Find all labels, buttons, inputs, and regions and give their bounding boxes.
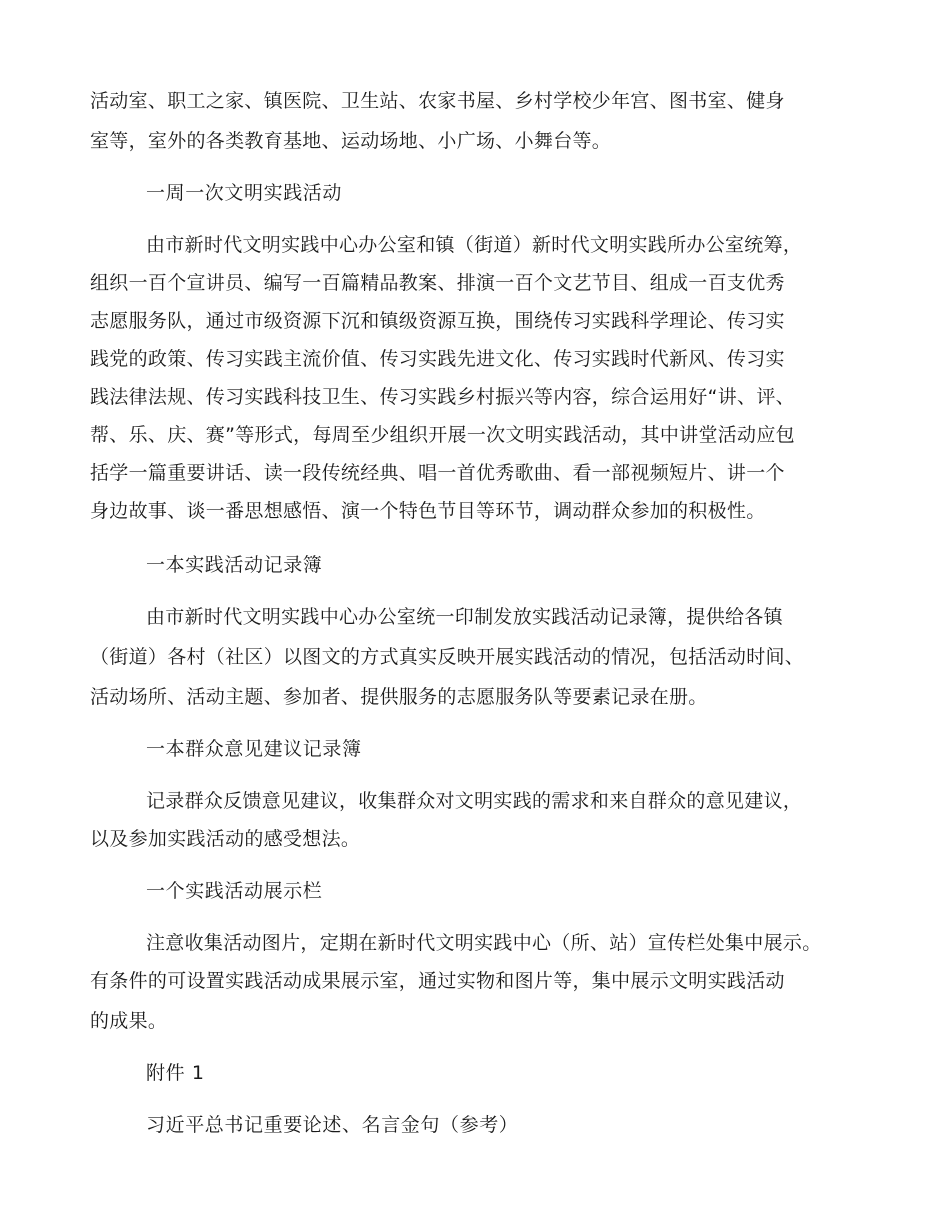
attachment-title: 习近平总书记重要论述、名言金句（参考） (146, 1114, 519, 1136)
text-line-14: （街道）各村（社区）以图文的方式真实反映开展实践活动的情况，包括活动时间、 (90, 646, 805, 668)
text-line-9: 帮、乐、庆、赛”等形式，每周至少组织开展一次文明实践活动，其中讲堂活动应包 (90, 424, 795, 446)
text-line-2: 室等，室外的各类教育基地、运动场地、小广场、小舞台等。 (90, 130, 612, 152)
text-line-7: 践党的政策、传习实践主流价值、传习实践先进文化、传习实践时代新风、传习实 (90, 348, 785, 370)
section-heading-activity-record-book: 一本实践活动记录簿 (146, 554, 323, 576)
attachment-label: 附件 1 (146, 1062, 205, 1084)
text-line-6: 志愿服务队，通过市级资源下沉和镇级资源互换，围绕传习实践科学理论、传习实 (90, 310, 785, 332)
text-line-18: 以及参加实践活动的感受想法。 (90, 828, 361, 850)
text-line-11: 身边故事、谈一番思想感悟、演一个特色节目等环节，调动群众参加的积极性。 (90, 500, 766, 522)
text-line-1: 活动室、职工之家、镇医院、卫生站、农家书屋、乡村学校少年宫、图书室、健身 (90, 90, 785, 112)
section-heading-opinion-record-book: 一本群众意见建议记录簿 (146, 738, 362, 760)
text-line-4: 由市新时代文明实践中心办公室和镇（街道）新时代文明实践所办公室统筹， (146, 234, 803, 256)
section-heading-weekly-activity: 一周一次文明实践活动 (146, 182, 343, 204)
text-line-22: 的成果。 (90, 1010, 168, 1032)
text-line-21: 有条件的可设置实践活动成果展示室，通过实物和图片等，集中展示文明实践活动 (90, 970, 785, 992)
section-heading-display-board: 一个实践活动展示栏 (146, 880, 323, 902)
text-line-17: 记录群众反馈意见建议，收集群众对文明实践的需求和来自群众的意见建议， (146, 790, 803, 812)
text-line-10: 括学一篇重要讲话、读一段传统经典、唱一首优秀歌曲、看一部视频短片、讲一个 (90, 462, 785, 484)
text-line-15: 活动场所、活动主题、参加者、提供服务的志愿服务队等要素记录在册。 (90, 686, 708, 708)
text-line-8: 践法律法规、传习实践科技卫生、传习实践乡村振兴等内容，综合运用好“讲、评、 (90, 386, 795, 408)
text-line-13: 由市新时代文明实践中心办公室统一印制发放实践活动记录簿，提供给各镇 (146, 606, 783, 628)
text-line-20: 注意收集活动图片，定期在新时代文明实践中心（所、站）宣传栏处集中展示。 (146, 932, 822, 954)
text-line-5: 组织一百个宣讲员、编写一百篇精品教案、排演一百个文艺节目、组成一百支优秀 (90, 272, 785, 294)
